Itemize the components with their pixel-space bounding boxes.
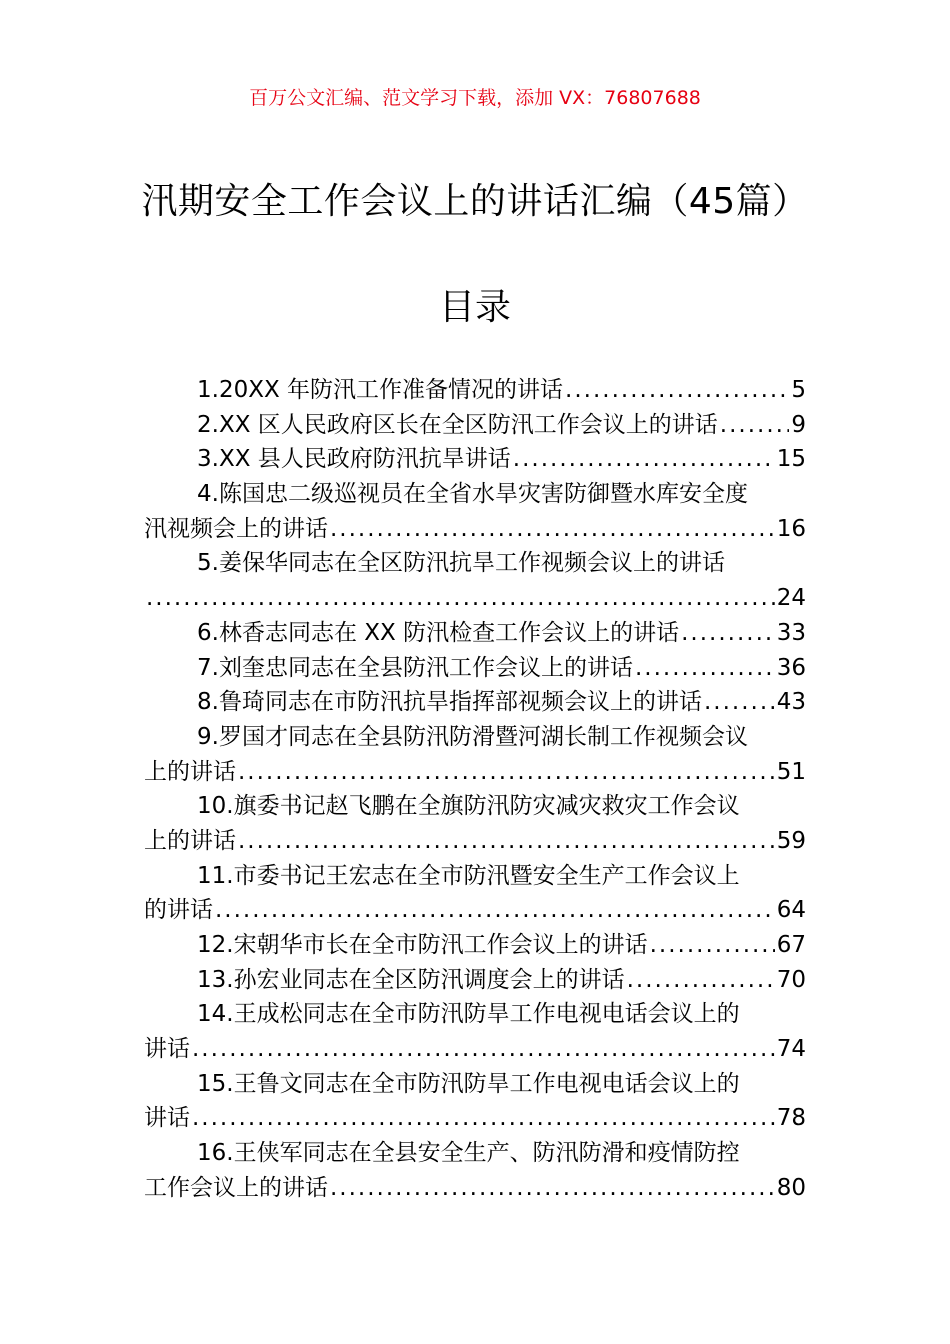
toc-page-number: 36	[776, 654, 806, 681]
dot-leader	[330, 1171, 775, 1206]
dot-leader	[704, 685, 775, 720]
toc-page-number: 24	[776, 585, 806, 612]
toc-page-number: 70	[776, 966, 806, 993]
dot-leader	[192, 1032, 775, 1067]
toc-entry-title: 15.王鲁文同志在全市防汛防旱工作电视电话会议上的	[197, 1070, 740, 1097]
toc-entry-continuation-line	[144, 1171, 806, 1206]
toc-page-number: 59	[776, 827, 806, 854]
toc-entry-continuation-line	[144, 1032, 806, 1067]
toc-page-number: 64	[776, 897, 806, 924]
header-watermark-note: 百万公文汇编、范文学习下载，添加 VX：76807688	[249, 87, 701, 109]
toc-entry-line	[144, 789, 806, 824]
table-of-contents	[144, 373, 806, 1206]
dot-leader	[192, 1101, 775, 1136]
toc-entry-line	[144, 477, 806, 512]
toc-entry-title: 上的讲话	[144, 758, 236, 785]
toc-entry-title: 1.20XX 年防汛工作准备情况的讲话	[197, 377, 564, 403]
toc-entry-title: 7.刘奎忠同志在全县防汛工作会议上的讲话	[197, 654, 633, 681]
toc-entry[interactable]	[144, 928, 806, 963]
toc-page-number: 9	[791, 411, 806, 438]
toc-entry[interactable]	[144, 859, 806, 928]
toc-entry-title: 2.XX 区人民政府区长在全区防汛工作会议上的讲话	[197, 411, 718, 438]
toc-entry-title: 工作会议上的讲话	[144, 1174, 328, 1201]
dot-leader	[238, 824, 775, 859]
toc-entry-line	[144, 685, 806, 720]
dot-leader	[513, 442, 775, 477]
toc-entry-title: 5.姜保华同志在全区防汛抗旱工作视频会议上的讲话	[197, 550, 725, 577]
toc-entry-title: 11.市委书记王宏志在全市防汛暨安全生产工作会议上	[197, 862, 740, 889]
toc-entry-continuation-line	[144, 893, 806, 928]
toc-entry-line	[144, 442, 806, 477]
toc-page-number: 33	[776, 619, 806, 646]
dot-leader	[720, 408, 790, 443]
toc-entry-title: 4.陈国忠二级巡视员在全省水旱灾害防御暨水库安全度	[197, 481, 748, 508]
toc-entry[interactable]	[144, 685, 806, 720]
toc-entry[interactable]	[144, 1136, 806, 1205]
toc-page-number: 15	[776, 446, 806, 473]
toc-entry[interactable]	[144, 408, 806, 443]
toc-entry-line	[144, 408, 806, 443]
toc-entry[interactable]	[144, 963, 806, 998]
toc-entry-line	[144, 963, 806, 998]
toc-entry-title: 9.罗国才同志在全县防汛防滑暨河湖长制工作视频会议	[197, 723, 748, 750]
toc-entry-title: 讲话	[144, 1036, 190, 1063]
toc-entry-title: 14.王成松同志在全市防汛防旱工作电视电话会议上的	[197, 1001, 740, 1028]
toc-entry-continuation-line	[144, 755, 806, 790]
toc-entry-title: 13.孙宏业同志在全区防汛调度会上的讲话	[197, 966, 625, 993]
toc-entry-title: 的讲话	[144, 897, 213, 924]
toc-entry-line	[144, 1136, 806, 1171]
toc-entry-title: 3.XX 县人民政府防汛抗旱讲话	[197, 446, 511, 473]
toc-entry[interactable]	[144, 651, 806, 686]
toc-entry-continuation-line	[144, 1101, 806, 1136]
toc-entry-line	[144, 997, 806, 1032]
toc-entry[interactable]	[144, 442, 806, 477]
document-title: 汛期安全工作会议上的讲话汇编（45篇）	[141, 181, 809, 222]
toc-entry[interactable]	[144, 546, 806, 615]
toc-entry-title: 6.林香志同志在 XX 防汛检查工作会议上的讲话	[197, 619, 680, 646]
toc-entry[interactable]	[144, 720, 806, 789]
toc-heading: 目录	[438, 287, 511, 328]
toc-entry-title: 16.王侠军同志在全县安全生产、防汛防滑和疫情防控	[197, 1140, 740, 1167]
toc-entry-line	[144, 651, 806, 686]
dot-leader	[650, 928, 775, 963]
dot-leader	[146, 581, 775, 616]
toc-entry-title: 8.鲁琦同志在市防汛抗旱指挥部视频会议上的讲话	[197, 689, 702, 716]
toc-entry[interactable]	[144, 789, 806, 858]
dot-leader	[215, 893, 775, 928]
toc-page-number: 16	[776, 515, 806, 542]
dot-leader	[330, 512, 775, 547]
toc-entry-line	[144, 373, 806, 408]
toc-entry-title: 12.宋朝华市长在全市防汛工作会议上的讲话	[197, 932, 648, 958]
toc-page-number: 51	[776, 758, 806, 785]
toc-entry-continuation-line	[144, 512, 806, 547]
toc-entry-line	[144, 616, 806, 651]
toc-entry[interactable]	[144, 373, 806, 408]
toc-entry-title: 上的讲话	[144, 827, 236, 854]
dot-leader	[635, 651, 775, 686]
toc-entry-line	[144, 720, 806, 755]
dot-leader	[681, 616, 775, 651]
toc-page-number: 80	[776, 1174, 806, 1201]
toc-page-number: 5	[791, 377, 806, 403]
toc-page-number: 43	[776, 689, 806, 716]
toc-entry[interactable]	[144, 477, 806, 546]
toc-entry[interactable]	[144, 997, 806, 1066]
toc-page-number: 74	[776, 1036, 806, 1063]
dot-leader	[627, 963, 775, 998]
toc-page-number: 67	[776, 932, 806, 958]
dot-leader	[238, 755, 775, 790]
dot-leader	[565, 373, 789, 408]
toc-entry-line	[144, 546, 806, 581]
toc-entry[interactable]	[144, 1067, 806, 1136]
toc-page-number: 78	[776, 1105, 806, 1132]
toc-entry-title: 汛视频会上的讲话	[144, 515, 328, 542]
toc-entry-line	[144, 1067, 806, 1102]
toc-entry-title: 讲话	[144, 1105, 190, 1132]
toc-entry-title: 10.旗委书记赵飞鹏在全旗防汛防灾减灾救灾工作会议	[197, 793, 740, 820]
toc-entry-line	[144, 928, 806, 963]
toc-entry-continuation-line	[144, 581, 806, 616]
toc-entry[interactable]	[144, 616, 806, 651]
toc-entry-line	[144, 859, 806, 894]
toc-entry-continuation-line	[144, 824, 806, 859]
